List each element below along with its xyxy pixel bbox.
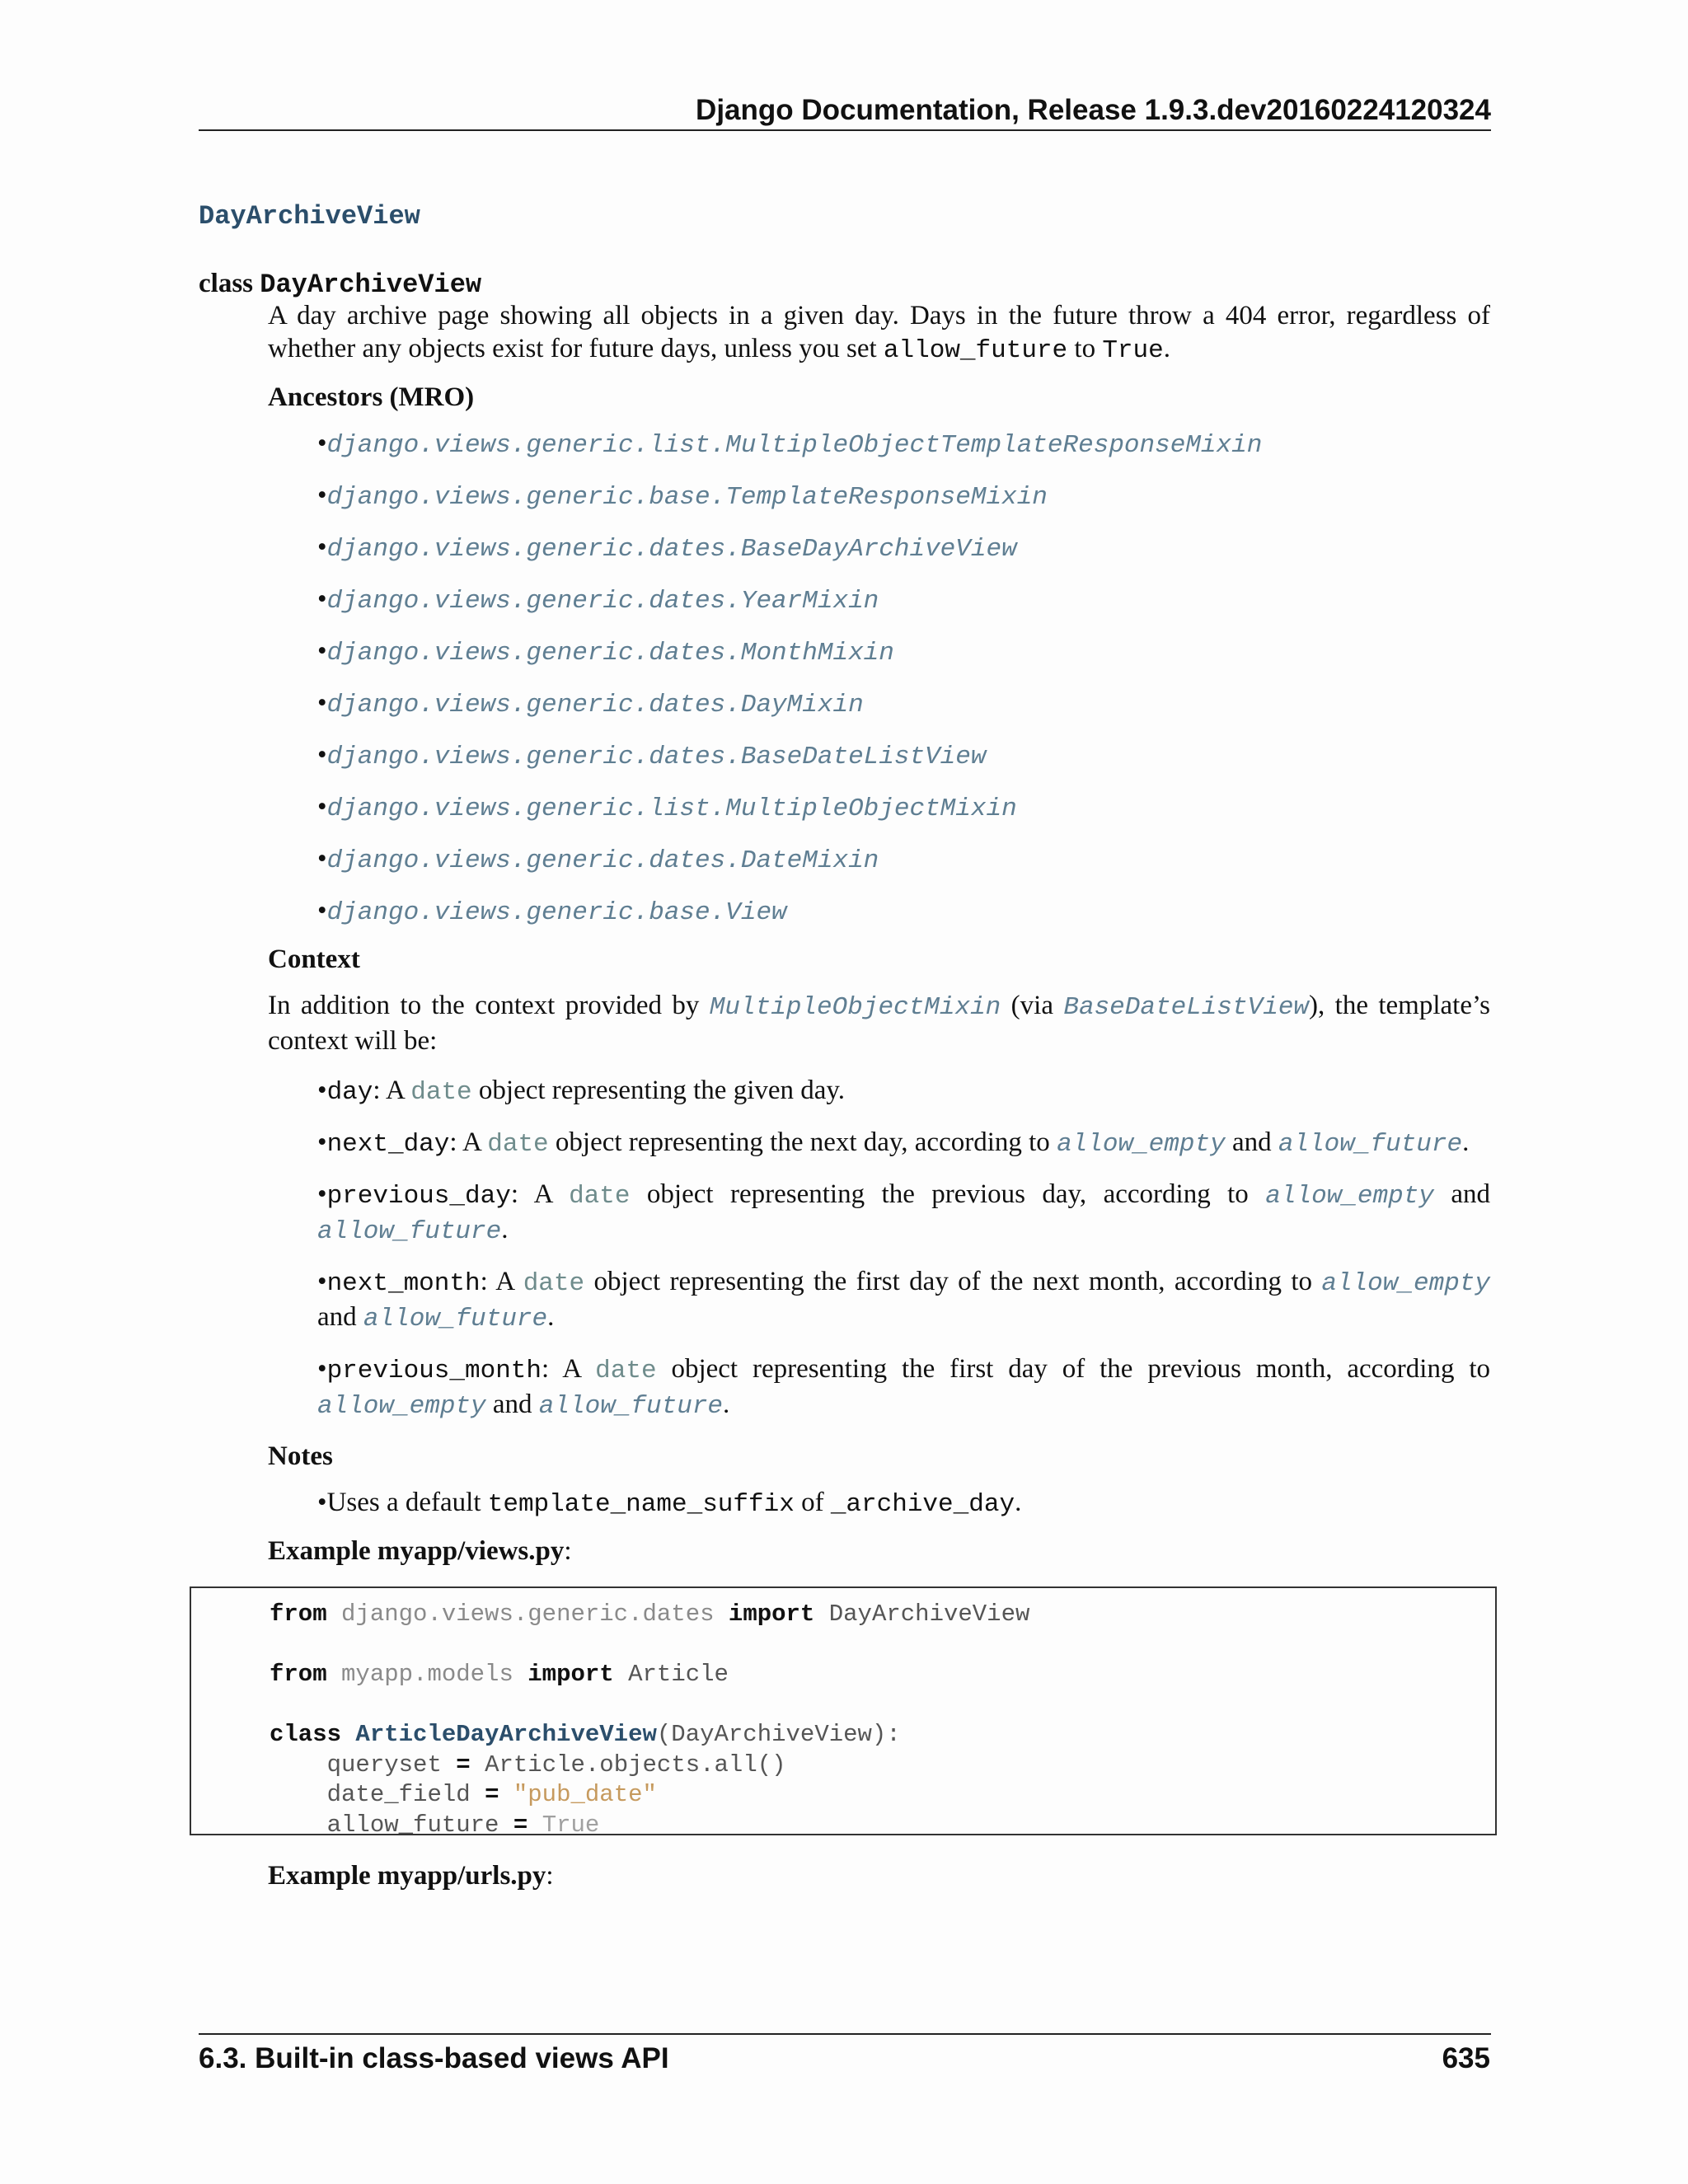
code-attr: date_field <box>326 1781 471 1808</box>
description-text: . <box>1163 334 1170 363</box>
mro-item: •django.views.generic.dates.YearMixin <box>317 584 879 616</box>
context-text: and <box>485 1390 539 1419</box>
context-text: . <box>547 1302 555 1332</box>
context-text: object representing the first day of the next month, according to <box>584 1267 1322 1296</box>
literal-date: date <box>523 1269 585 1298</box>
code-true: True <box>1102 336 1164 365</box>
footer-rule <box>199 2033 1491 2035</box>
example-views-filename: Example myapp/views.py <box>268 1536 565 1566</box>
mro-item: •django.views.generic.dates.MonthMixin <box>317 636 894 668</box>
link-allow-empty[interactable]: allow_empty <box>1265 1182 1434 1211</box>
code-operator: = <box>485 1781 499 1808</box>
link-allow-empty[interactable]: allow_empty <box>1321 1269 1491 1298</box>
example-urls-label <box>268 1861 554 1891</box>
mro-item: •django.views.generic.dates.DayMixin <box>317 688 864 719</box>
context-text: . <box>1462 1127 1470 1157</box>
mro-item: •django.views.generic.dates.BaseDayArchiveView <box>317 532 1017 564</box>
notes-item: •Uses a default template_name_suffix of _archive_day. <box>317 1488 1022 1519</box>
mro-item: •django.views.generic.dates.BaseDateListView <box>317 740 987 771</box>
code-string: "pub_date" <box>513 1781 657 1808</box>
mro-link[interactable]: django.views.generic.list.MultipleObjectTemplateResponseMixin <box>326 431 1263 460</box>
code-keyword: class <box>270 1721 342 1748</box>
notes-text: of <box>794 1488 831 1517</box>
code-name: Article <box>628 1661 729 1688</box>
context-intro <box>268 989 1490 1057</box>
literal-date: date <box>410 1078 472 1107</box>
code-keyword: import <box>728 1601 815 1628</box>
link-multipleobjectmixin[interactable]: MultipleObjectMixin <box>709 993 1001 1022</box>
context-text: and <box>1225 1127 1278 1157</box>
footer-section-title: 6.3. Built-in class-based views API <box>199 2042 669 2074</box>
example-views-colon: : <box>564 1536 572 1566</box>
mro-link[interactable]: django.views.generic.dates.BaseDateListView <box>326 743 987 771</box>
context-item: •day: A date object representing the given day. <box>317 1076 846 1107</box>
class-body <box>268 299 1490 1568</box>
mro-item: •django.views.generic.dates.DateMixin <box>317 844 879 875</box>
mro-item: •django.views.generic.list.MultipleObjectTemplateResponseMixin <box>317 429 1263 460</box>
code-base: (DayArchiveView): <box>656 1721 901 1748</box>
mro-item: •django.views.generic.list.MultipleObjectMixin <box>317 792 1017 823</box>
context-text: object representing the next day, according to <box>548 1127 1057 1157</box>
context-text: : A <box>480 1267 523 1296</box>
class-name: DayArchiveView <box>260 269 482 300</box>
code-operator: = <box>513 1811 528 1839</box>
header-rule <box>199 129 1491 131</box>
context-var-name: previous_month <box>326 1357 542 1385</box>
context-item: •next_month: A date object representing the first day of the next month, according to allow_empty and allow_future. <box>317 1267 1491 1333</box>
context-item: •previous_day: A date object representing the previous day, according to allow_empty and allow_future. <box>317 1179 1490 1246</box>
context-heading: Context <box>268 944 360 974</box>
context-text: : A <box>373 1076 411 1105</box>
mro-link[interactable]: django.views.generic.base.TemplateResponseMixin <box>326 483 1048 512</box>
mro-link[interactable]: django.views.generic.list.MultipleObjectMixin <box>326 794 1017 823</box>
link-allow-empty[interactable]: allow_empty <box>317 1392 486 1421</box>
mro-list <box>268 427 1490 930</box>
example-urls-colon: : <box>546 1861 554 1891</box>
context-item: •previous_month: A date object representing the first day of the previous month, according to allow_empty and allow_future. <box>317 1354 1491 1421</box>
code-module: django.views.generic.dates <box>341 1601 715 1628</box>
link-basedatelistview[interactable]: BaseDateListView <box>1063 993 1310 1022</box>
code-keyword: from <box>270 1661 327 1688</box>
mro-link[interactable]: django.views.generic.base.View <box>326 898 787 927</box>
class-keyword: class <box>199 269 253 298</box>
code-class-name: ArticleDayArchiveView <box>355 1721 657 1748</box>
mro-heading: Ancestors (MRO) <box>268 382 475 412</box>
page-number: 635 <box>1442 2042 1490 2074</box>
code-attr: queryset <box>326 1750 442 1779</box>
context-var-name: previous_day <box>326 1182 511 1211</box>
notes-text: . <box>1015 1488 1022 1517</box>
code-constant: True <box>542 1811 600 1839</box>
context-var-name: day <box>326 1078 373 1107</box>
context-text: and <box>1433 1179 1490 1209</box>
context-list <box>268 1074 1490 1423</box>
code-value: Article.objects.all() <box>485 1750 786 1779</box>
literal-date: date <box>569 1182 631 1211</box>
notes-list <box>268 1486 1490 1521</box>
code-operator: = <box>456 1750 471 1779</box>
mro-link[interactable]: django.views.generic.dates.MonthMixin <box>326 639 894 668</box>
example-urls-filename: Example myapp/urls.py <box>268 1861 546 1891</box>
mro-link[interactable]: django.views.generic.dates.YearMixin <box>326 587 879 616</box>
context-text: . <box>501 1215 509 1244</box>
code-archive-day: _archive_day <box>830 1490 1015 1519</box>
link-allow-future[interactable]: allow_future <box>363 1305 548 1333</box>
link-allow-future[interactable]: allow_future <box>538 1392 724 1421</box>
literal-date: date <box>487 1130 549 1159</box>
context-text: object representing the given day. <box>471 1076 846 1105</box>
context-intro-text: In addition to the context provided by <box>268 991 710 1020</box>
literal-date: date <box>595 1357 657 1385</box>
section-title: DayArchiveView <box>199 201 420 232</box>
code-module: myapp.models <box>341 1661 513 1688</box>
link-allow-empty[interactable]: allow_empty <box>1057 1130 1226 1159</box>
code-attr: allow_future <box>326 1811 499 1839</box>
context-item: •next_day: A date object representing the next day, according to allow_empty and allow_future. <box>317 1127 1470 1159</box>
mro-item: •django.views.generic.base.TemplateResponseMixin <box>317 480 1048 512</box>
mro-item: •django.views.generic.base.View <box>317 896 787 927</box>
context-var-name: next_month <box>326 1269 481 1298</box>
description-text: A day archive page showing all objects in a given day. Days in the future throw a 404 error, regardless of whether any objects exist for future days, unless you set <box>268 301 1490 363</box>
mro-link[interactable]: django.views.generic.dates.DayMixin <box>326 691 864 719</box>
code-block <box>190 1586 1497 1839</box>
context-intro-text: (via <box>1001 991 1064 1020</box>
context-text: . <box>723 1390 730 1419</box>
mro-link[interactable]: django.views.generic.dates.DateMixin <box>326 846 879 875</box>
context-text: object representing the first day of the previous month, according to <box>656 1354 1491 1384</box>
notes-text: Uses a default <box>326 1488 488 1517</box>
context-text: : A <box>510 1179 570 1209</box>
link-allow-future[interactable]: allow_future <box>317 1217 502 1246</box>
code-listing <box>270 1600 1029 1840</box>
mro-link[interactable]: django.views.generic.dates.BaseDayArchiveView <box>326 535 1017 564</box>
description-text: to <box>1067 334 1103 363</box>
link-allow-future[interactable]: allow_future <box>1278 1130 1463 1159</box>
context-text: object representing the previous day, according to <box>630 1179 1266 1209</box>
notes-heading: Notes <box>268 1441 333 1471</box>
context-intro-text: ), the template’s context will be: <box>268 991 1490 1056</box>
code-allow-future: allow_future <box>883 336 1068 365</box>
code-name: DayArchiveView <box>828 1601 1030 1628</box>
class-description <box>268 299 1490 368</box>
example-views-label <box>268 1535 1490 1568</box>
code-template-name-suffix: template_name_suffix <box>487 1490 795 1519</box>
code-keyword: from <box>270 1601 327 1628</box>
context-text: : A <box>449 1127 488 1157</box>
context-var-name: next_day <box>326 1130 450 1159</box>
context-text: : A <box>542 1354 596 1384</box>
running-header: Django Documentation, Release 1.9.3.dev20160224120324 <box>696 94 1491 126</box>
code-keyword: import <box>528 1661 614 1688</box>
context-text: and <box>317 1302 363 1332</box>
class-signature <box>199 269 481 300</box>
